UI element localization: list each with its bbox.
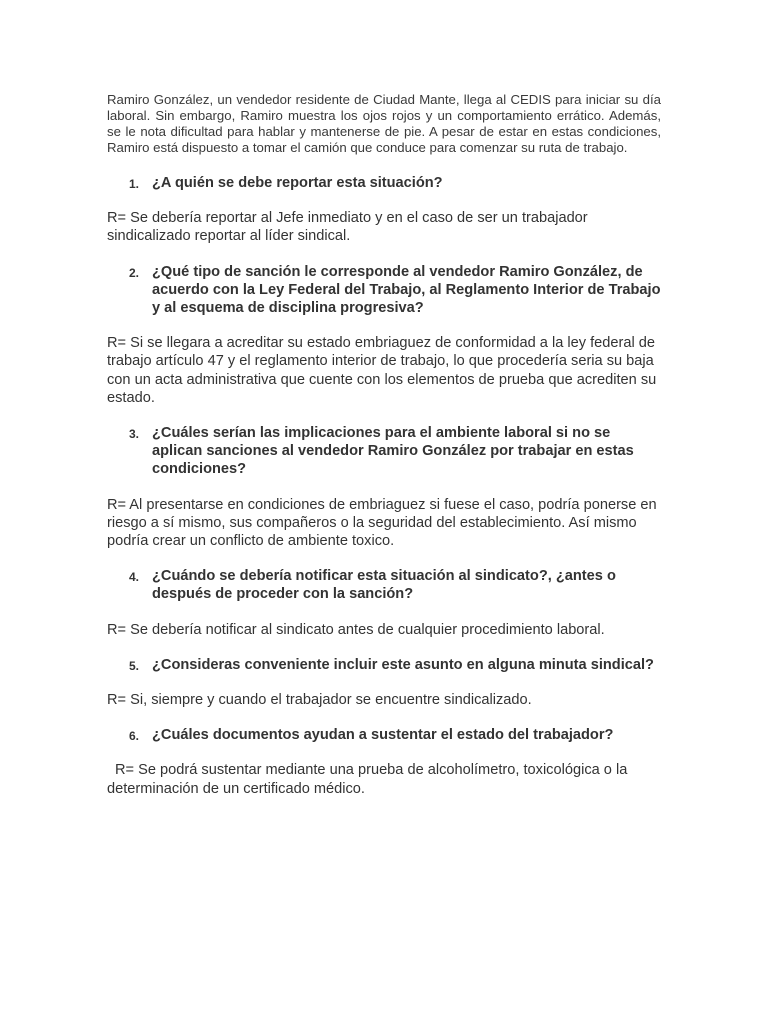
question-text: ¿Qué tipo de sanción le corresponde al vendedor Ramiro González, de acuerdo con la Ley Federal del Trabajo, al Reglamento Interior de Trabajo y al esquema de disciplina progresiva? [152,263,661,317]
answer-2: R= Si se llegara a acreditar su estado embriaguez de conformidad a la ley federal de trabajo artículo 47 y el reglamento interior de trabajo, lo que procedería seria su baja con un acta administrativa que cuente con los elementos de prueba que acrediten su estado. [107,335,657,406]
question-6 [107,726,661,744]
answer-3: R= Al presentarse en condiciones de embriaguez si fuese el caso, podría ponerse en riesgo a sí mismo, sus compañeros o la seguridad del establecimiento. Así mismo podría crear un conflicto de ambiente toxico. [107,496,657,550]
question-text: ¿Cuáles documentos ayudan a sustentar el estado del trabajador? [152,727,614,744]
answer-5: R= Si, siempre y cuando el trabajador se encuentre sindicalizado. [107,692,532,709]
question-text: ¿A quién se debe reportar esta situación? [152,175,443,191]
question-number: 6. [129,729,140,744]
question-number: 2. [129,265,140,280]
answer-6: R= Se podrá sustentar mediante una prueba de alcoholímetro, toxicológica o la determinación de un certificado médico. [107,762,628,797]
question-number: 1. [129,177,140,191]
question-1 [107,174,661,192]
question-number: 5. [129,658,140,673]
question-text: ¿Cuáles serían las implicaciones para el ambiente laboral si no se aplican sanciones al vendedor Ramiro González por trabajar en estas condiciones? [152,425,634,478]
question-number: 3. [129,427,140,442]
question-5 [107,656,661,674]
question-text: ¿Cuándo se debería notificar esta situación al sindicato?, ¿antes o después de proceder con la sanción? [152,568,616,603]
question-text: ¿Consideras conveniente incluir este asunto en alguna minuta sindical? [152,656,654,673]
document-page [107,92,661,815]
question-number: 4. [129,570,140,585]
question-2 [107,263,661,318]
intro-paragraph: Ramiro González, un vendedor residente de Ciudad Mante, llega al CEDIS para iniciar su día laboral. Sin embargo, Ramiro muestra los ojos rojos y un comportamiento errático. Además, se le nota dificultad para hablar y mantenerse de pie. A pesar de estar en estas condiciones, Ramiro está dispuesto a tomar el camión que conduce para comenzar su ruta de trabajo. [107,92,661,155]
question-4 [107,567,661,603]
answer-4: R= Se debería notificar al sindicato antes de cualquier procedimiento laboral. [107,621,605,638]
question-3 [107,424,661,479]
answer-1: R= Se debería reportar al Jefe inmediato y en el caso de ser un trabajador sindicalizado reportar al líder sindical. [107,210,588,245]
